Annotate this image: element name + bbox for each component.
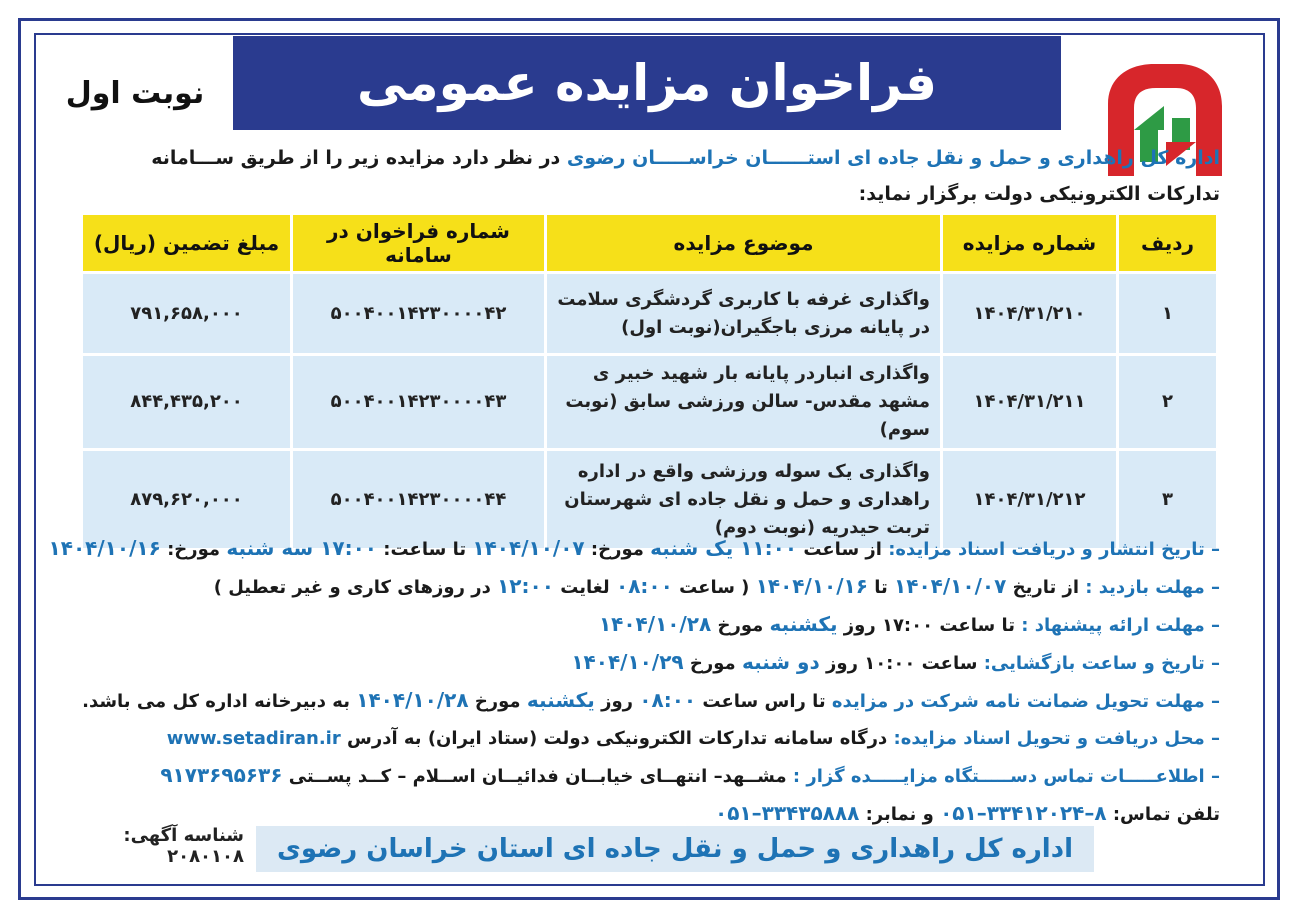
cell-subject: واگذاری غرفه با کاربری گردشگری سلامت در پایانه مرزی باجگیران(نوبت اول)	[546, 273, 942, 355]
guarantee-value-2: یکشنبه	[526, 688, 595, 712]
guarantee-text-2: روز	[601, 691, 634, 712]
docs-key: – محل دریافت و تحویل اسناد مزایده:	[893, 728, 1220, 749]
cell-subject: واگذاری انباردر پایانه بار شهید خبیر ی مشهد مقدس- سالن ورزشی سابق (نوبت سوم)	[546, 355, 942, 450]
visit-text-2: تا	[874, 577, 888, 598]
guarantee-text-1: تا راس ساعت	[702, 691, 826, 712]
visit-line	[70, 568, 1220, 606]
fax-label: و نمابر:	[865, 804, 934, 825]
publish-text-4: مورخ:	[167, 539, 221, 560]
docs-text-1: درگاه سامانه تدارکات الکترونیکی دولت (ستاد ایران) به آدرس	[347, 728, 888, 749]
table-row	[82, 273, 1218, 355]
setadiran-link[interactable]: www.setadiran.ir	[166, 728, 341, 749]
col-header-row-no: ردیف	[1118, 214, 1218, 273]
cell-row-no: ۱	[1118, 273, 1218, 355]
contact-key: – اطلاعـــــات تماس دســـــتگاه مزایـــــده گزار :	[792, 766, 1220, 787]
cell-row-no: ۲	[1118, 355, 1218, 450]
publish-text-3: تا ساعت:	[383, 539, 467, 560]
cell-subject: واگذاری یک سوله ورزشی واقع در اداره راهداری و حمل و نقل جاده ای شهرستان تربت حیدریه (نوبت دوم)	[546, 450, 942, 550]
cell-call-no: ۵۰۰۴۰۰۱۴۲۳۰۰۰۰۴۴	[292, 450, 546, 550]
cell-guarantee: ۸۴۴,۴۳۵,۲۰۰	[82, 355, 292, 450]
visit-text-4: لغایت	[560, 577, 610, 598]
intro-text-1: در نظر دارد مزایده زیر را از طریق ســـامانه	[151, 147, 561, 169]
col-header-auction-no: شماره مزایده	[942, 214, 1118, 273]
cell-guarantee: ۷۹۱,۶۵۸,۰۰۰	[82, 273, 292, 355]
opening-value-2: ۱۴۰۴/۱۰/۲۹	[571, 650, 684, 674]
intro-org: اداره کل راهداری و حمل و نقل جاده ای استــــــان خراســـــان رضوی	[566, 147, 1220, 169]
visit-text-1: از تاریخ	[1012, 577, 1080, 598]
offer-text-2: مورخ	[717, 615, 764, 636]
offer-value-1: یکشنبه	[769, 612, 838, 636]
details-section	[48, 530, 1220, 833]
col-header-subject: موضوع مزایده	[546, 214, 942, 273]
contact-line	[70, 757, 1220, 795]
cell-call-no: ۵۰۰۴۰۰۱۴۲۳۰۰۰۰۴۲	[292, 273, 546, 355]
cell-auction-no: ۱۴۰۴/۳۱/۲۱۱	[942, 355, 1118, 450]
opening-value-1: دو شنبه	[741, 650, 820, 674]
publish-key: – تاریخ انتشار و دریافت اسناد مزایده:	[888, 539, 1220, 560]
intro-text	[70, 140, 1220, 212]
auction-table	[80, 212, 1219, 551]
guarantee-text-4: به دبیرخانه اداره کل می باشد.	[82, 691, 350, 712]
guarantee-value-1: ۰۸:۰۰	[639, 688, 697, 712]
visit-value-1: ۱۴۰۴/۱۰/۰۷	[894, 574, 1007, 598]
docs-line	[70, 720, 1220, 757]
opening-key: – تاریخ و ساعت بازگشایی:	[983, 653, 1220, 674]
cell-auction-no: ۱۴۰۴/۳۱/۲۱۰	[942, 273, 1118, 355]
cell-auction-no: ۱۴۰۴/۳۱/۲۱۲	[942, 450, 1118, 550]
page-title: فراخوان مزایده عمومی	[233, 36, 1061, 130]
opening-text-2: مورخ	[689, 653, 736, 674]
cell-guarantee: ۸۷۹,۶۲۰,۰۰۰	[82, 450, 292, 550]
publish-text-1: از ساعت	[803, 539, 882, 560]
visit-value-3: ۰۸:۰۰	[615, 574, 673, 598]
publish-value-1: ۱۱:۰۰ یک شنبه	[650, 536, 798, 560]
publish-value-2: ۱۴۰۴/۱۰/۰۷	[472, 536, 585, 560]
phone-number: ۸–۳۳۴۱۲۰۲۴–۰۵۱	[940, 801, 1107, 825]
cell-row-no: ۳	[1118, 450, 1218, 550]
cell-call-no: ۵۰۰۴۰۰۱۴۲۳۰۰۰۰۴۳	[292, 355, 546, 450]
fax-number: ۳۳۴۳۵۸۸۸–۰۵۱	[715, 801, 860, 825]
col-header-guarantee: مبلغ تضمین (ریال)	[82, 214, 292, 273]
offer-key: – مهلت ارائه پیشنهاد :	[1021, 615, 1220, 636]
visit-value-2: ۱۴۰۴/۱۰/۱۶	[755, 574, 868, 598]
ad-id: شناسه آگهی: ۲۰۸۰۱۰۸	[123, 825, 244, 867]
opening-line	[70, 644, 1220, 682]
visit-key: – مهلت بازدید :	[1085, 577, 1220, 598]
guarantee-line	[70, 682, 1220, 720]
opening-text-1: ساعت ۱۰:۰۰ روز	[826, 653, 978, 674]
offer-value-2: ۱۴۰۴/۱۰/۲۸	[598, 612, 712, 636]
intro-text-2: تدارکات الکترونیکی دولت برگزار نماید:	[858, 183, 1220, 205]
visit-text-5: در روزهای کاری و غیر تعطیل )	[213, 577, 491, 598]
visit-text-3: ( ساعت	[679, 577, 750, 598]
visit-value-4: ۱۲:۰۰	[497, 574, 554, 598]
offer-text-1: تا ساعت ۱۷:۰۰ روز	[843, 615, 1015, 636]
contact-address: مشــهد– انتهــای خیابــان فدائیــان اســلام – کــد پســتی	[288, 766, 787, 787]
publish-value-3: ۱۷:۰۰ سه شنبه	[226, 536, 378, 560]
guarantee-key: – مهلت تحویل ضمانت نامه شرکت در مزایده	[831, 691, 1220, 712]
round-label: نوبت اول	[65, 75, 205, 111]
guarantee-text-3: مورخ	[474, 691, 521, 712]
postal-code: ۹۱۷۳۶۹۵۶۳۶	[160, 763, 283, 787]
footer-org: اداره کل راهداری و حمل و نقل جاده ای استان خراسان رضوی	[256, 826, 1094, 872]
table-row	[82, 355, 1218, 450]
offer-line	[70, 606, 1220, 644]
publish-line	[48, 530, 1220, 568]
table-header-row	[82, 214, 1218, 273]
publish-value-4: ۱۴۰۴/۱۰/۱۶	[48, 536, 161, 560]
guarantee-value-3: ۱۴۰۴/۱۰/۲۸	[356, 688, 469, 712]
col-header-call-no: شماره فراخوان در سامانه	[292, 214, 546, 273]
publish-text-2: مورخ:	[590, 539, 644, 560]
phone-label: تلفن تماس:	[1112, 804, 1220, 825]
